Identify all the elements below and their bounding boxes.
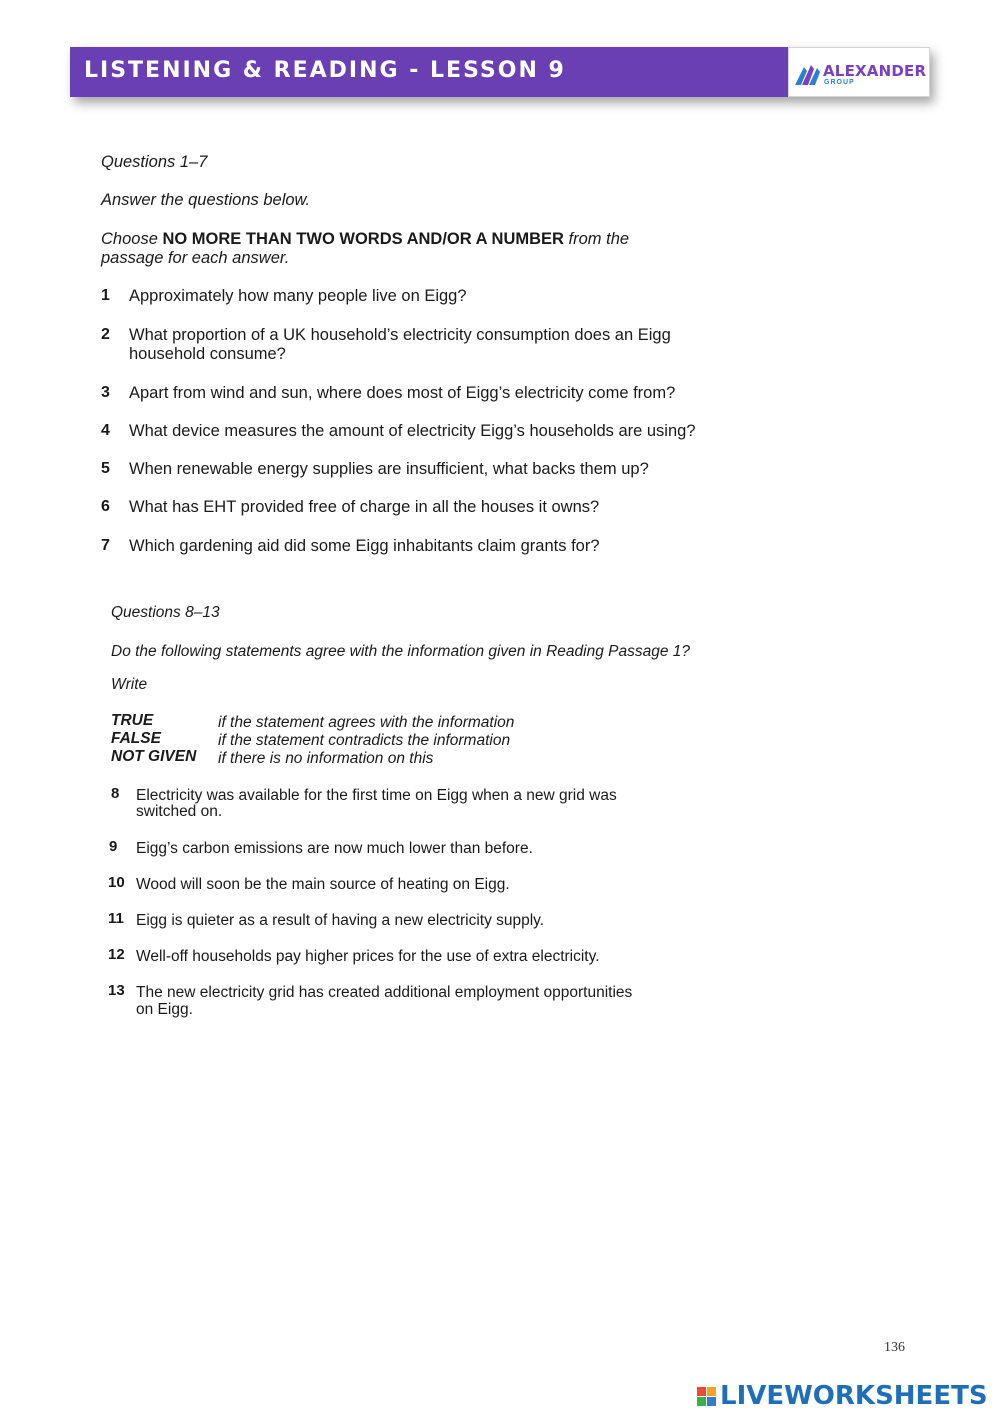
question-number: 4	[101, 422, 110, 439]
key-desc-true: if the statement agrees with the information	[218, 714, 515, 731]
question-text: When renewable energy supplies are insufficient, what backs them up?	[129, 460, 649, 478]
page-number: 136	[884, 1340, 905, 1355]
question-text: Well-off households pay higher prices for the use of extra electricity.	[136, 948, 600, 965]
question-text: Electricity was available for the first time on Eigg when a new grid was	[136, 787, 617, 804]
question-text: Approximately how many people live on Eigg?	[129, 287, 467, 305]
question-text: The new electricity grid has created additional employment opportunities	[136, 984, 633, 1001]
question-number: 13	[108, 982, 125, 999]
section2-heading: Questions 8–13	[111, 604, 220, 621]
section1-choose-instruction-line2: passage for each answer.	[101, 249, 290, 267]
from-the-text: from the	[563, 230, 630, 248]
question-number: 12	[108, 946, 125, 963]
question-number: 3	[101, 384, 110, 401]
logo-sub-text: GROUP	[824, 79, 855, 86]
question-number: 10	[108, 874, 125, 891]
lesson-header-banner	[70, 47, 930, 97]
question-number: 11	[108, 910, 124, 927]
question-text: Eigg’s carbon emissions are now much lower than before.	[136, 840, 533, 857]
question-text-line2: on Eigg.	[136, 1001, 193, 1018]
section2-write: Write	[111, 676, 148, 693]
choose-text: Choose	[101, 230, 163, 248]
key-term-not-given: NOT GIVEN	[111, 748, 197, 765]
section1-choose-instruction	[101, 230, 629, 248]
question-text: Wood will soon be the main source of heating on Eigg.	[136, 876, 510, 893]
liveworksheets-brand	[697, 1380, 988, 1412]
alexander-logo-icon	[795, 63, 821, 85]
liveworksheets-logo-icon	[697, 1387, 716, 1406]
question-text: What has EHT provided free of charge in all the houses it owns?	[129, 498, 600, 516]
liveworksheets-text: LIVEWORKSHEETS	[720, 1381, 988, 1411]
key-desc-false: if the statement contradicts the information	[218, 732, 511, 749]
question-number: 7	[101, 537, 110, 554]
question-text: Eigg is quieter as a result of having a new electricity supply.	[136, 912, 545, 929]
question-text: What proportion of a UK household’s electricity consumption does an Eigg	[129, 326, 671, 344]
logo-name-text: ALEXANDER	[823, 62, 927, 80]
section1-heading: Questions 1–7	[101, 153, 208, 171]
question-number: 2	[101, 326, 110, 343]
section2-instruction: Do the following statements agree with the information given in Reading Passage 1?	[111, 643, 691, 660]
key-desc-not-given: if there is no information on this	[218, 750, 434, 767]
question-text: What device measures the amount of electricity Eigg’s households are using?	[129, 422, 696, 440]
question-text: Apart from wind and sun, where does most of Eigg’s electricity come from?	[129, 384, 676, 402]
question-text-line2: switched on.	[136, 803, 223, 820]
word-limit-text: NO MORE THAN TWO WORDS AND/OR A NUMBER	[162, 230, 564, 248]
question-number: 9	[109, 838, 118, 855]
question-number: 8	[111, 785, 120, 802]
key-term-true: TRUE	[111, 712, 154, 729]
alexander-group-logo	[788, 47, 930, 97]
question-text-line2: household consume?	[129, 345, 286, 363]
question-number: 6	[101, 498, 110, 515]
section1-instruction: Answer the questions below.	[101, 191, 311, 209]
lesson-title: LISTENING & READING - LESSON 9	[84, 58, 566, 83]
question-number: 5	[101, 460, 110, 477]
question-text: Which gardening aid did some Eigg inhabitants claim grants for?	[129, 537, 600, 555]
question-number: 1	[101, 287, 110, 304]
key-term-false: FALSE	[111, 730, 161, 747]
